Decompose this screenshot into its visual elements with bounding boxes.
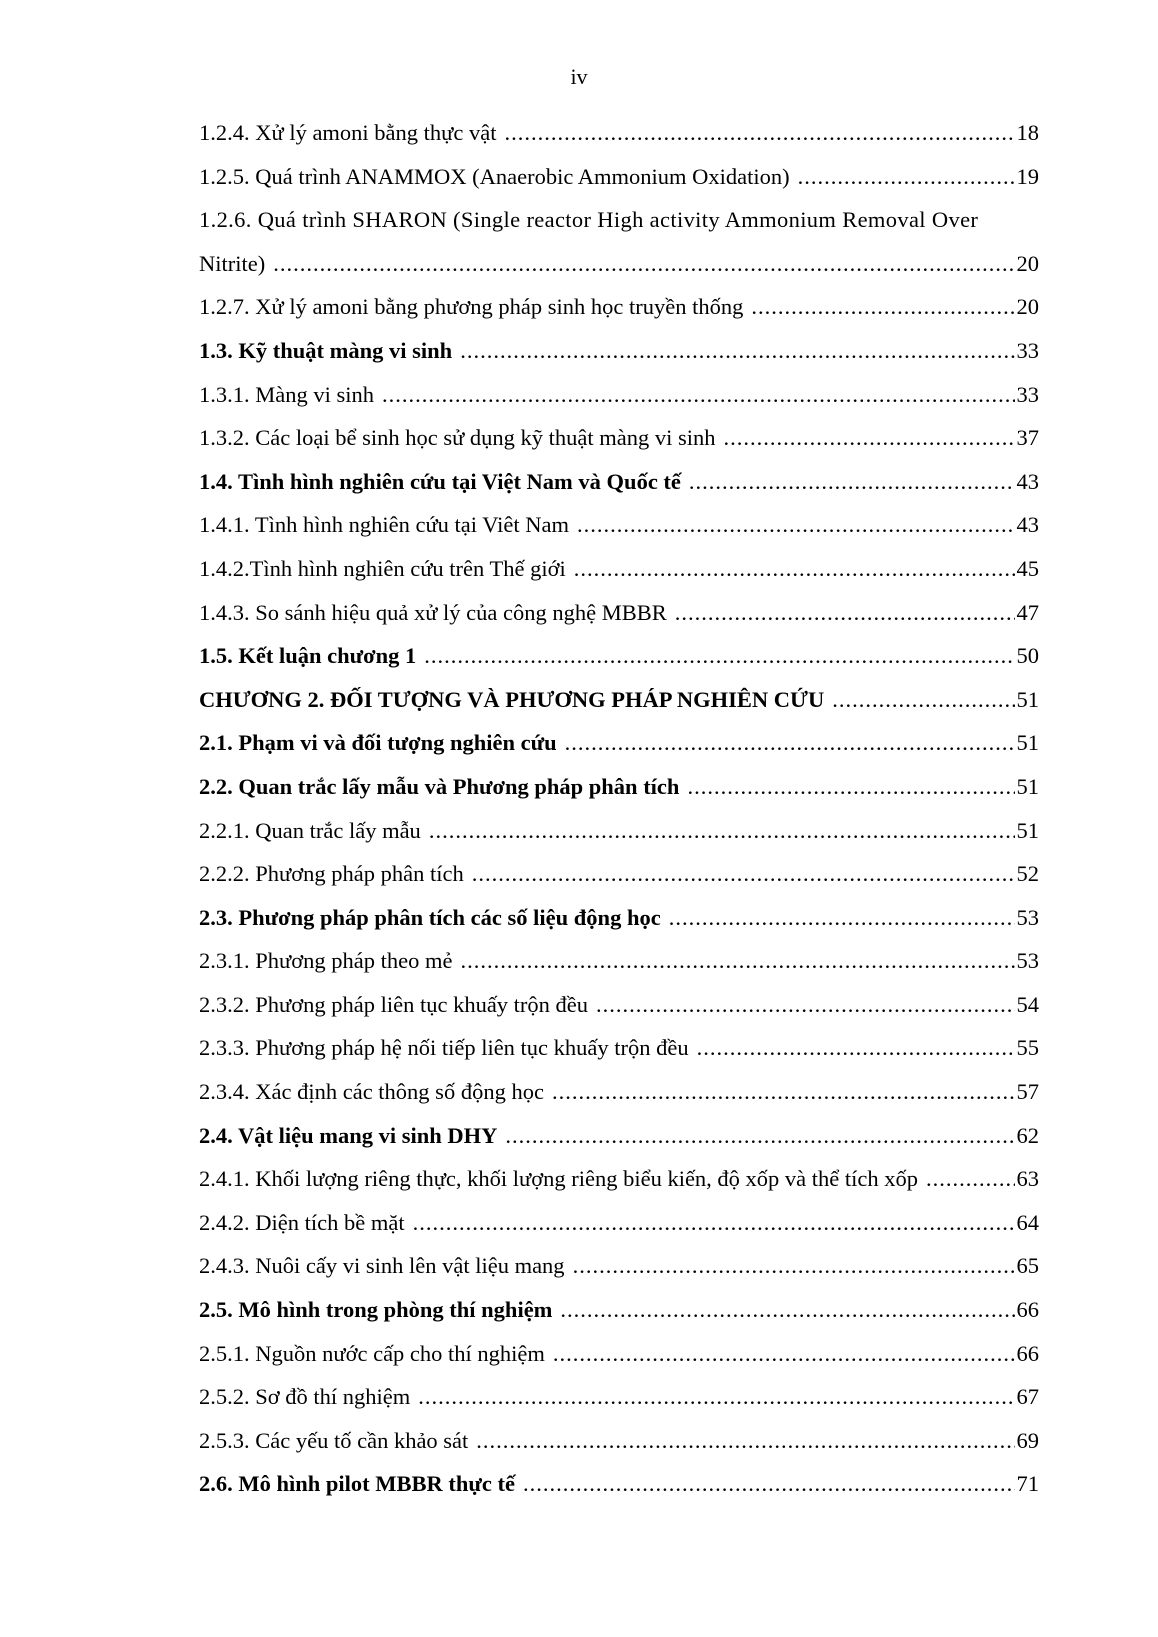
- toc-leader-dots: [382, 379, 1014, 411]
- toc-entry[interactable]: [199, 989, 1039, 1033]
- toc-entry-title: 2.3.3. Phương pháp hệ nối tiếp liên tục khuấy trộn đều: [199, 1035, 689, 1061]
- toc-entry[interactable]: [199, 1076, 1039, 1120]
- toc-entry-page: 47: [1016, 599, 1039, 625]
- toc-entry[interactable]: [199, 945, 1039, 989]
- toc-entry-page: 51: [1016, 773, 1039, 799]
- toc-entry-title: 2.4. Vật liệu mang vi sinh DHY: [199, 1122, 498, 1148]
- toc-leader-dots: [724, 422, 1015, 454]
- toc-leader-dots: [460, 945, 1014, 977]
- toc-chapter-entry[interactable]: [199, 684, 1039, 728]
- toc-entry-title: 2.2.2. Phương pháp phân tích: [199, 861, 464, 887]
- toc-entry-title: 2.3.4. Xác định các thông số động học: [199, 1079, 544, 1105]
- toc-entry[interactable]: [199, 1207, 1039, 1251]
- toc-entry[interactable]: [199, 379, 1039, 423]
- toc-entry-title: 1.4. Tình hình nghiên cứu tại Việt Nam và Quốc tế: [199, 468, 681, 494]
- toc-entry-page: 71: [1016, 1471, 1039, 1497]
- toc-leader-dots: [504, 117, 1014, 149]
- toc-entry-page: 53: [1016, 904, 1039, 930]
- toc-entry-page: 52: [1016, 861, 1039, 887]
- toc-entry-page: 19: [1016, 163, 1039, 189]
- toc-entry-page: 20: [1016, 294, 1039, 320]
- toc-entry-page: 63: [1016, 1166, 1039, 1192]
- toc-entry-title: 1.3.2. Các loại bể sinh học sử dụng kỹ thuật màng vi sinh: [199, 425, 716, 451]
- toc-leader-dots: [798, 161, 1015, 193]
- toc-leader-dots: [565, 727, 1015, 759]
- toc-entry-title: 2.4.2. Diện tích bề mặt: [199, 1209, 405, 1235]
- toc-entry-title: 1.4.2.Tình hình nghiên cứu trên Thế giới: [199, 555, 566, 581]
- toc-entry-page: 57: [1016, 1079, 1039, 1105]
- toc-entry[interactable]: [199, 1032, 1039, 1076]
- toc-entry[interactable]: [199, 1425, 1039, 1469]
- toc-entry-title: 2.4.1. Khối lượng riêng thực, khối lượng riêng biểu kiến, độ xốp và thể tích xốp: [199, 1166, 919, 1192]
- toc-leader-dots: [832, 684, 1014, 716]
- toc-section-entry[interactable]: [199, 1294, 1039, 1338]
- toc-section-entry[interactable]: [199, 466, 1039, 510]
- toc-entry-title: 1.3.1. Màng vi sinh: [199, 381, 375, 407]
- toc-entry-title: 2.4.3. Nuôi cấy vi sinh lên vật liệu mang: [199, 1253, 565, 1279]
- toc-entry-title: 1.5. Kết luận chương 1: [199, 643, 417, 669]
- toc-leader-dots: [476, 1425, 1014, 1457]
- toc-leader-dots: [424, 640, 1014, 672]
- toc-section-entry[interactable]: [199, 902, 1039, 946]
- toc-leader-dots: [273, 248, 1014, 280]
- toc-entry-title: 1.2.5. Quá trình ANAMMOX (Anaerobic Ammonium Oxidation): [199, 163, 790, 189]
- toc-leader-dots: [574, 553, 1015, 585]
- toc-entry[interactable]: [199, 509, 1039, 553]
- toc-entry-page: 43: [1016, 512, 1039, 538]
- toc-entry[interactable]: [199, 291, 1039, 335]
- toc-entry-page: 51: [1016, 730, 1039, 756]
- toc-entry-page: 55: [1016, 1035, 1039, 1061]
- toc-leader-dots: [577, 509, 1015, 541]
- toc-entry-page: 43: [1016, 468, 1039, 494]
- toc-entry-page: 51: [1016, 817, 1039, 843]
- toc-leader-dots: [552, 1076, 1015, 1108]
- toc-leader-dots: [675, 597, 1015, 629]
- toc-entry-title: CHƯƠNG 2. ĐỐI TƯỢNG VÀ PHƯƠNG PHÁP NGHIÊN CỨU: [199, 686, 825, 712]
- toc-entry-page: 51: [1016, 686, 1039, 712]
- toc-entry-page: 54: [1016, 991, 1039, 1017]
- toc-leader-dots: [573, 1250, 1015, 1282]
- toc-entry[interactable]: [199, 815, 1039, 859]
- toc-leader-dots: [418, 1381, 1014, 1413]
- toc-entry-page: 18: [1016, 120, 1039, 145]
- toc-section-entry[interactable]: [199, 771, 1039, 815]
- toc-entry[interactable]: [199, 1381, 1039, 1425]
- toc-entry-title: 2.3. Phương pháp phân tích các số liệu động học: [199, 904, 661, 930]
- toc-leader-dots: [751, 291, 1014, 323]
- toc-leader-dots: [505, 1120, 1014, 1152]
- toc-entry-page: 67: [1016, 1384, 1039, 1410]
- toc-leader-dots: [560, 1294, 1014, 1326]
- toc-section-entry[interactable]: [199, 640, 1039, 684]
- toc-leader-dots: [472, 858, 1015, 890]
- toc-leader-dots: [669, 902, 1015, 934]
- toc-entry[interactable]: [199, 1250, 1039, 1294]
- toc-entry-page: 50: [1016, 643, 1039, 669]
- toc-entry[interactable]: [199, 553, 1039, 597]
- toc-entry-title: 1.2.7. Xử lý amoni bằng phương pháp sinh học truyền thống: [199, 294, 744, 320]
- toc-entry-title: 2.3.2. Phương pháp liên tục khuấy trộn đều: [199, 991, 589, 1017]
- toc-leader-dots: [413, 1207, 1015, 1239]
- toc-entry-title: 2.5.3. Các yếu tố cần khảo sát: [199, 1427, 469, 1453]
- toc-leader-dots: [523, 1468, 1014, 1500]
- toc-entry-page: 66: [1016, 1340, 1039, 1366]
- toc-entry[interactable]: [199, 161, 1039, 205]
- toc-entry[interactable]: [199, 117, 1039, 161]
- toc-section-entry[interactable]: [199, 335, 1039, 379]
- toc-entry-title: 2.1. Phạm vi và đối tượng nghiên cứu: [199, 730, 557, 756]
- toc-entry-title: 2.3.1. Phương pháp theo mẻ: [199, 948, 453, 974]
- toc-entry-page: 69: [1016, 1427, 1039, 1453]
- toc-entry-title: 1.4.3. So sánh hiệu quả xử lý của công nghệ MBBR: [199, 599, 667, 625]
- toc-entry-title: 1.3. Kỹ thuật màng vi sinh: [199, 337, 453, 363]
- toc-entry-page: 66: [1016, 1297, 1039, 1323]
- toc-entry-title: 1.2.4. Xử lý amoni bằng thực vật: [199, 120, 497, 145]
- toc-entry-title: 2.5.1. Nguồn nước cấp cho thí nghiệm: [199, 1340, 545, 1366]
- toc-leader-dots: [429, 815, 1015, 847]
- toc-entry-title: 1.2.6. Quá trình SHARON (Single reactor High activity Ammonium Removal Over: [199, 207, 979, 233]
- toc-entry-page: 37: [1016, 425, 1039, 451]
- toc-entry[interactable]: [199, 1338, 1039, 1382]
- toc-entry-title: 1.4.1. Tình hình nghiên cứu tại Viêt Nam: [199, 512, 569, 538]
- toc-leader-dots: [553, 1338, 1015, 1370]
- toc-entry[interactable]: [199, 204, 1039, 248]
- toc-entry-title: 2.2.1. Quan trắc lấy mẫu: [199, 817, 421, 843]
- table-of-contents: [199, 117, 1039, 1512]
- toc-entry-page: 64: [1016, 1209, 1039, 1235]
- toc-leader-dots: [596, 989, 1014, 1021]
- toc-entry-continuation[interactable]: [199, 248, 1039, 292]
- toc-entry-title-continuation: Nitrite): [199, 250, 266, 276]
- toc-leader-dots: [687, 771, 1014, 803]
- page-number: iv: [570, 64, 588, 89]
- toc-entry-title: 2.5.2. Sơ đồ thí nghiệm: [199, 1384, 411, 1410]
- toc-leader-dots: [689, 466, 1015, 498]
- toc-entry-page: 53: [1016, 948, 1039, 974]
- toc-section-entry[interactable]: [199, 1120, 1039, 1164]
- toc-entry-page: 33: [1016, 337, 1039, 363]
- toc-leader-dots: [926, 1163, 1014, 1195]
- toc-entry-title: 2.5. Mô hình trong phòng thí nghiệm: [199, 1297, 553, 1323]
- toc-entry[interactable]: [199, 858, 1039, 902]
- toc-entry-page: 45: [1016, 555, 1039, 581]
- toc-entry-page: 62: [1016, 1122, 1039, 1148]
- toc-entry-page: 20: [1016, 250, 1039, 276]
- toc-section-entry[interactable]: [199, 1468, 1039, 1512]
- toc-entry[interactable]: [199, 597, 1039, 641]
- toc-section-entry[interactable]: [199, 727, 1039, 771]
- toc-entry-title: 2.2. Quan trắc lấy mẫu và Phương pháp phân tích: [199, 773, 680, 799]
- toc-entry[interactable]: [199, 422, 1039, 466]
- toc-leader-dots: [460, 335, 1014, 367]
- toc-entry-title: 2.6. Mô hình pilot MBBR thực tế: [199, 1471, 516, 1497]
- toc-entry-page: 65: [1016, 1253, 1039, 1279]
- toc-leader-dots: [697, 1032, 1015, 1064]
- toc-entry-page: 33: [1016, 381, 1039, 407]
- toc-entry[interactable]: [199, 1163, 1039, 1207]
